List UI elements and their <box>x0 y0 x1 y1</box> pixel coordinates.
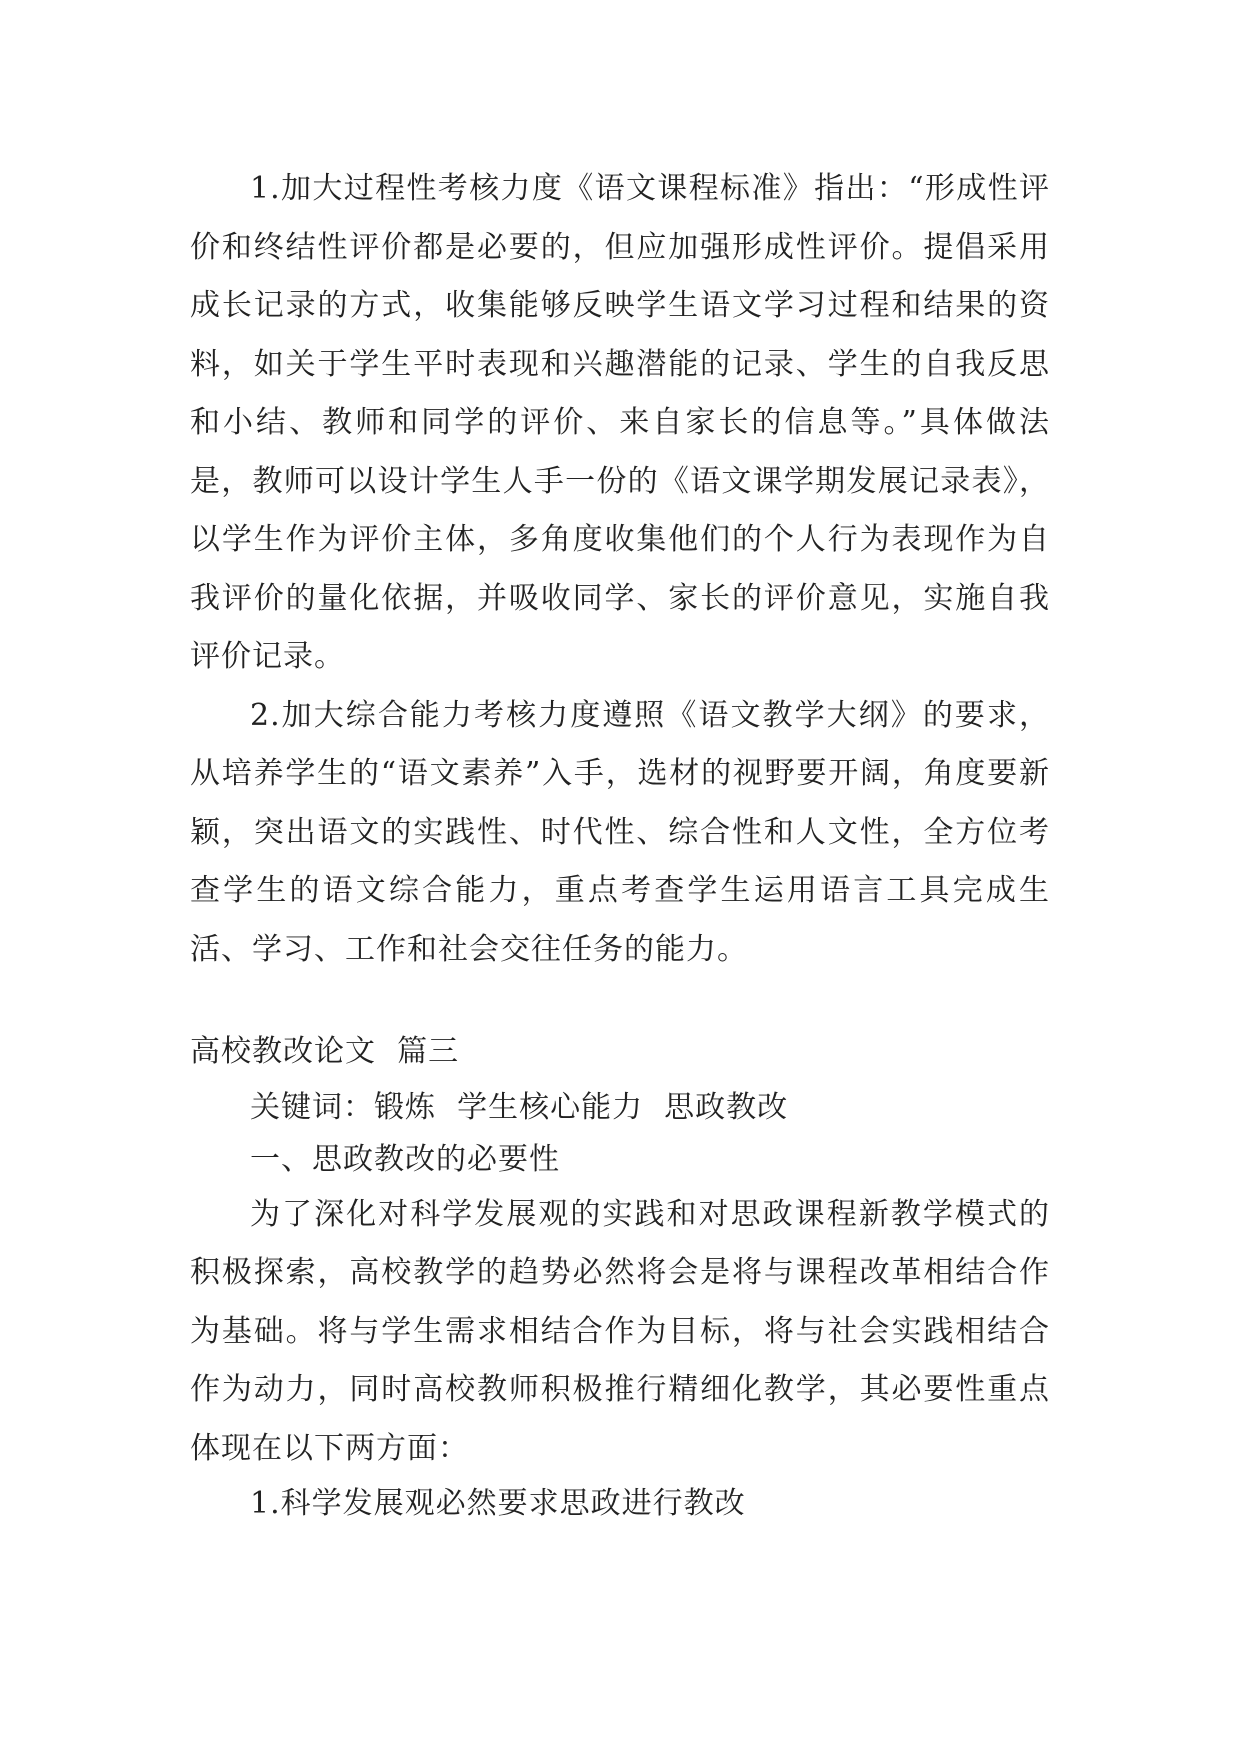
document-body <box>190 160 1050 1530</box>
point-one-heading: 1.科学发展观必然要求思政进行教改 <box>250 1486 746 1521</box>
keywords-line: 关键词：锻炼 学生核心能力 思政教改 <box>250 1089 789 1125</box>
paragraph-comprehensive-assessment: 2.加大综合能力考核力度遵照《语文教学大纲》的要求，从培养学生的“语文素养”入手，选材的视野要开阔，角度要新颖，突出语文的实践性、时代性、综合性和人文性，全方位考查学生的语文综合能力，重点考查学生运用语言工具完成生活、学习、工作和社会交往任务的能力。 <box>190 697 1050 967</box>
section-title: 高校教改论文 篇三 <box>190 1034 460 1069</box>
subheading-necessity: 一、思政教改的必要性 <box>250 1141 560 1177</box>
paragraph-necessity: 为了深化对科学发展观的实践和对思政课程新教学模式的积极探索，高校教学的趋势必然将会是将与课程改革相结合作为基础。将与学生需求相结合作为目标，将与社会实践相结合作为动力，同时高校教师积极推行精细化教学，其必要性重点体现在以下两方面： <box>190 1196 1050 1466</box>
section-spacer <box>190 979 1050 1023</box>
paragraph-process-assessment: 1.加大过程性考核力度《语文课程标准》指出：“形成性评价和终结性评价都是必要的，但应加强形成性评价。提倡采用成长记录的方式，收集能够反映学生语文学习过程和结果的资料，如关于学生平时表现和兴趣潜能的记录、学生的自我反思和小结、教师和同学的评价、来自家长的信息等。”具体做法是，教师可以设计学生人手一份的《语文课学期发展记录表》，以学生作为评价主体，多角度收集他们的个人行为表现作为自我评价的量化依据，并吸收同学、家长的评价意见，实施自我评价记录。 <box>190 171 1050 674</box>
